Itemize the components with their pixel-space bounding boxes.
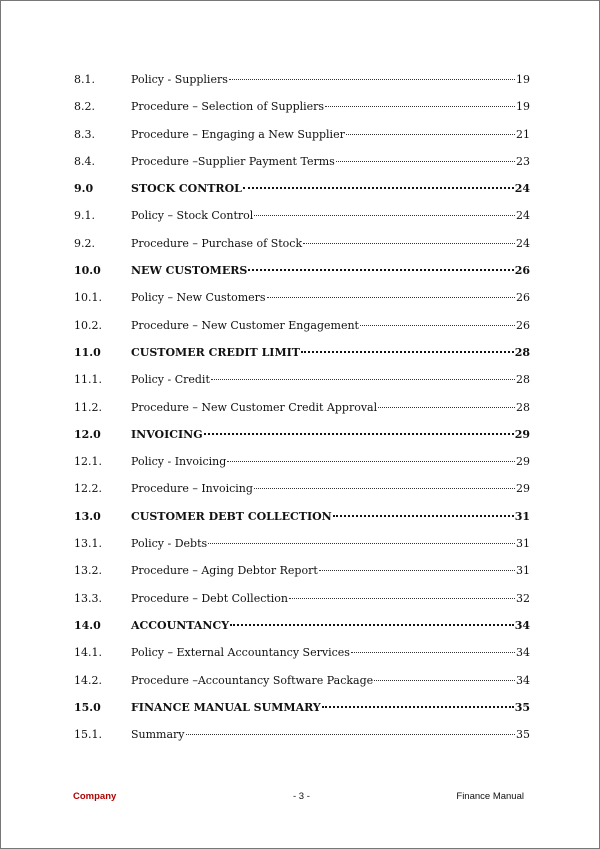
toc-dot-leader bbox=[303, 243, 515, 244]
footer-page-number: - 3 - bbox=[293, 791, 310, 802]
toc-dot-leader bbox=[267, 297, 515, 298]
toc-entry-page: 28 bbox=[516, 373, 530, 387]
toc-entry[interactable] bbox=[74, 585, 530, 612]
toc-entry[interactable] bbox=[74, 93, 530, 120]
toc-entry-page: 31 bbox=[516, 564, 530, 578]
toc-dot-leader bbox=[230, 624, 514, 626]
toc-dot-leader bbox=[374, 680, 515, 681]
toc-entry-title: Procedure – Purchase of Stock bbox=[131, 236, 303, 250]
toc-entry-number: 11.1. bbox=[74, 373, 102, 387]
toc-dot-leader bbox=[254, 488, 515, 489]
toc-dot-leader bbox=[186, 734, 515, 735]
toc-dot-leader bbox=[351, 652, 515, 653]
toc-entry-page: 26 bbox=[516, 291, 530, 305]
toc-entry[interactable] bbox=[74, 394, 530, 421]
toc-entry-number: 14.0 bbox=[74, 618, 101, 632]
toc-entry-title: STOCK CONTROL bbox=[131, 182, 242, 196]
toc-entry-number: 11.0 bbox=[74, 345, 101, 359]
toc-entry-number: 9.2. bbox=[74, 236, 95, 250]
toc-entry-number: 13.0 bbox=[74, 509, 101, 523]
toc-section-heading[interactable] bbox=[74, 694, 530, 721]
toc-entry-page: 19 bbox=[516, 100, 530, 114]
toc-entry-title: Procedure – Selection of Suppliers bbox=[131, 100, 325, 114]
toc-entry-number: 13.2. bbox=[74, 564, 102, 578]
toc-dot-leader bbox=[346, 134, 515, 135]
toc-entry-title: Procedure – Debt Collection bbox=[131, 591, 289, 605]
toc-entry-title: INVOICING bbox=[131, 427, 203, 441]
toc-entry-title: Summary bbox=[131, 728, 185, 742]
toc-entry-number: 12.2. bbox=[74, 482, 102, 496]
toc-entry-page: 34 bbox=[514, 618, 530, 632]
table-of-contents bbox=[74, 66, 530, 748]
toc-entry[interactable] bbox=[74, 475, 530, 502]
toc-dot-leader bbox=[229, 79, 515, 80]
toc-dot-leader bbox=[227, 461, 515, 462]
toc-dot-leader bbox=[360, 325, 515, 326]
toc-entry[interactable] bbox=[74, 202, 530, 229]
toc-entry[interactable] bbox=[74, 530, 530, 557]
toc-entry-number: 9.1. bbox=[74, 209, 95, 223]
toc-entry[interactable] bbox=[74, 448, 530, 475]
toc-entry[interactable] bbox=[74, 366, 530, 393]
toc-entry-title: Procedure – New Customer Credit Approval bbox=[131, 400, 378, 414]
toc-entry-title: Procedure –Supplier Payment Terms bbox=[131, 154, 335, 168]
toc-entry-number: 12.1. bbox=[74, 455, 102, 469]
toc-entry-number: 9.0 bbox=[74, 182, 94, 196]
toc-section-heading[interactable] bbox=[74, 421, 530, 448]
toc-entry-page: 29 bbox=[514, 427, 530, 441]
toc-dot-leader bbox=[248, 269, 513, 271]
toc-entry-title: ACCOUNTANCY bbox=[131, 618, 230, 632]
toc-entry[interactable] bbox=[74, 148, 530, 175]
toc-section-heading[interactable] bbox=[74, 175, 530, 202]
toc-dot-leader bbox=[319, 570, 515, 571]
toc-entry-number: 10.1. bbox=[74, 291, 102, 305]
toc-entry-number: 14.1. bbox=[74, 646, 102, 660]
toc-entry-number: 13.3. bbox=[74, 591, 102, 605]
toc-section-heading[interactable] bbox=[74, 503, 530, 530]
toc-entry-number: 13.1. bbox=[74, 537, 102, 551]
toc-entry-title: NEW CUSTOMERS bbox=[131, 264, 248, 278]
toc-entry[interactable] bbox=[74, 312, 530, 339]
toc-entry-page: 35 bbox=[514, 700, 530, 714]
toc-entry-title: Policy - Suppliers bbox=[131, 73, 228, 86]
toc-entry-title: Procedure –Accountancy Software Package bbox=[131, 673, 374, 687]
toc-entry-title: Policy - Invoicing bbox=[131, 455, 227, 469]
toc-entry-page: 28 bbox=[516, 400, 530, 414]
toc-dot-leader bbox=[254, 215, 515, 216]
toc-entry-number: 11.2. bbox=[74, 400, 102, 414]
toc-entry-page: 23 bbox=[516, 154, 530, 168]
toc-entry-page: 26 bbox=[514, 264, 530, 278]
footer-company: Company bbox=[73, 791, 117, 802]
toc-entry-number: 8.3. bbox=[74, 127, 95, 141]
toc-dot-leader bbox=[211, 379, 515, 380]
toc-entry-page: 28 bbox=[514, 345, 530, 359]
toc-entry[interactable] bbox=[74, 557, 530, 584]
toc-entry-number: 10.2. bbox=[74, 318, 102, 332]
footer-document-title: Finance Manual bbox=[456, 791, 524, 802]
toc-entry-title: CUSTOMER DEBT COLLECTION bbox=[131, 509, 332, 523]
toc-entry-page: 26 bbox=[516, 318, 530, 332]
toc-entry-page: 29 bbox=[516, 455, 530, 469]
toc-dot-leader bbox=[208, 543, 515, 544]
toc-entry-number: 14.2. bbox=[74, 673, 102, 687]
toc-entry-page: 35 bbox=[516, 728, 530, 742]
toc-entry-page: 19 bbox=[516, 73, 530, 86]
toc-entry-title: Procedure – Engaging a New Supplier bbox=[131, 127, 345, 141]
toc-section-heading[interactable] bbox=[74, 257, 530, 284]
toc-entry-number: 12.0 bbox=[74, 427, 101, 441]
toc-entry[interactable] bbox=[74, 639, 530, 666]
toc-dot-leader bbox=[325, 106, 515, 107]
toc-entry-title: Policy – External Accountancy Services bbox=[131, 646, 350, 660]
toc-dot-leader bbox=[243, 187, 514, 189]
toc-entry-page: 34 bbox=[516, 646, 530, 660]
toc-entry[interactable] bbox=[74, 721, 530, 748]
toc-dot-leader bbox=[336, 161, 515, 162]
toc-entry-page: 31 bbox=[516, 537, 530, 551]
toc-entry-title: Procedure – Invoicing bbox=[131, 482, 253, 496]
toc-entry-page: 24 bbox=[516, 236, 530, 250]
toc-entry[interactable] bbox=[74, 121, 530, 148]
toc-dot-leader bbox=[322, 706, 514, 708]
toc-section-heading[interactable] bbox=[74, 612, 530, 639]
toc-entry-number: 15.1. bbox=[74, 728, 102, 742]
toc-entry-page: 32 bbox=[516, 591, 530, 605]
toc-entry-title: Policy – New Customers bbox=[131, 291, 266, 305]
toc-entry-page: 24 bbox=[514, 182, 530, 196]
toc-dot-leader bbox=[333, 515, 514, 517]
toc-entry-title: CUSTOMER CREDIT LIMIT bbox=[131, 345, 300, 359]
toc-entry-title: FINANCE MANUAL SUMMARY bbox=[131, 700, 321, 714]
toc-entry-page: 34 bbox=[516, 673, 530, 687]
toc-entry-title: Policy - Debts bbox=[131, 537, 208, 551]
toc-dot-leader bbox=[301, 351, 514, 353]
toc-entry-page: 21 bbox=[516, 127, 530, 141]
toc-entry[interactable] bbox=[74, 230, 530, 257]
toc-entry-title: Policy - Credit bbox=[131, 373, 210, 387]
toc-section-heading[interactable] bbox=[74, 339, 530, 366]
toc-entry-number: 10.0 bbox=[74, 264, 101, 278]
toc-entry-title: Procedure – New Customer Engagement bbox=[131, 318, 359, 332]
toc-entry-page: 31 bbox=[514, 509, 530, 523]
toc-dot-leader bbox=[289, 598, 515, 599]
toc-entry-title: Policy – Stock Control bbox=[131, 209, 254, 223]
toc-entry-number: 8.1. bbox=[74, 73, 95, 86]
toc-entry-title: Procedure – Aging Debtor Report bbox=[131, 564, 318, 578]
toc-entry-number: 8.4. bbox=[74, 154, 95, 168]
toc-entry-number: 8.2. bbox=[74, 100, 95, 114]
toc-dot-leader bbox=[378, 407, 515, 408]
toc-entry[interactable] bbox=[74, 284, 530, 311]
toc-entry-page: 24 bbox=[516, 209, 530, 223]
toc-entry[interactable] bbox=[74, 667, 530, 694]
toc-dot-leader bbox=[204, 433, 514, 435]
toc-entry-number: 15.0 bbox=[74, 700, 101, 714]
toc-entry[interactable] bbox=[74, 66, 530, 93]
toc-entry-page: 29 bbox=[516, 482, 530, 496]
